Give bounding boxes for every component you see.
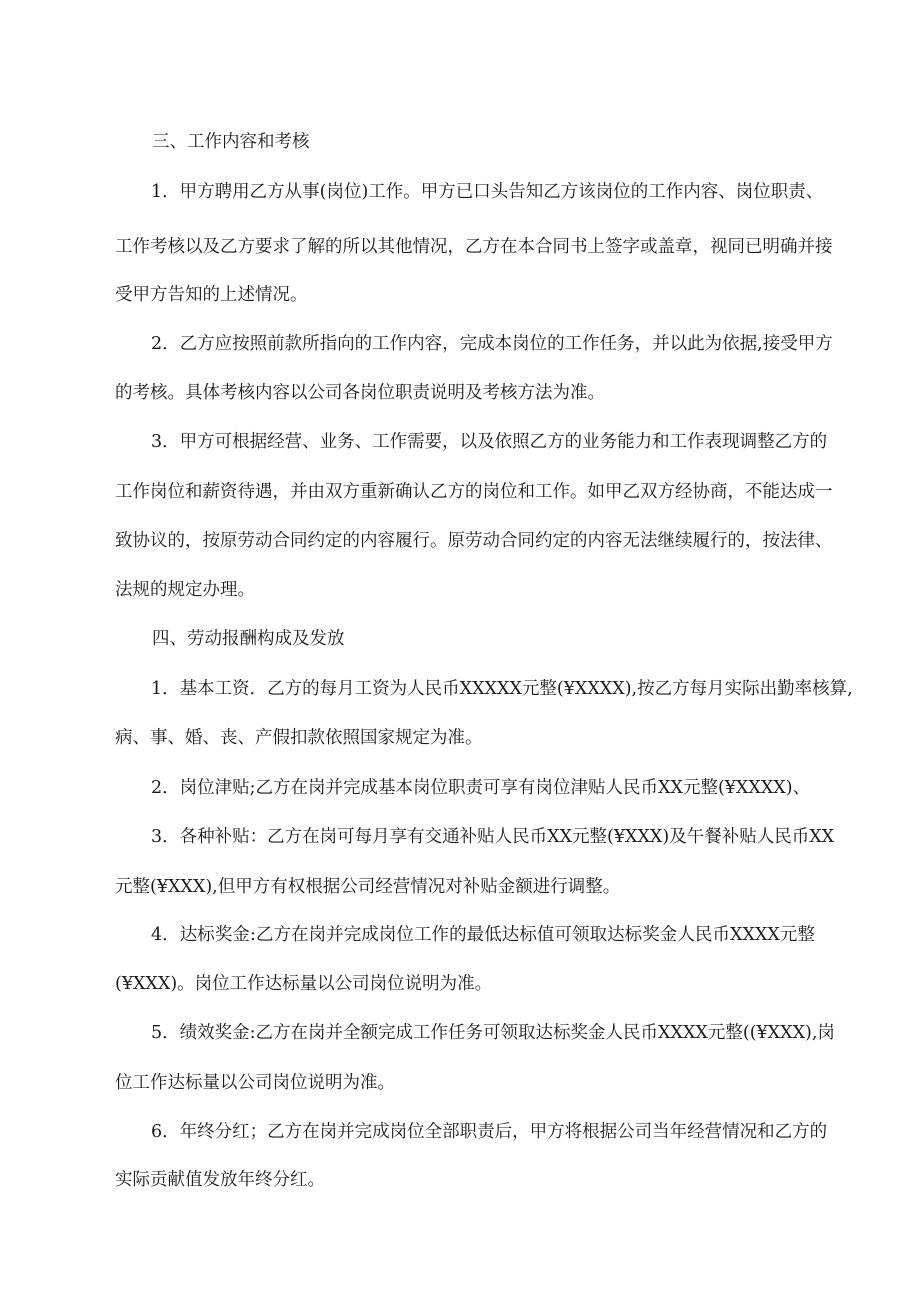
section-3-heading: 三、工作内容和考核: [152, 132, 310, 152]
clause-3-1-line-2: 工作考核以及乙方要求了解的所以其他情况，乙方在本合同书上签字或盖章，视同已明确并接: [115, 237, 833, 257]
clause-4-1-line-2: 病、事、婚、丧、产假扣款依照国家规定为准。: [115, 728, 483, 748]
clause-3-3-line-3: 致协议的，按原劳动合同约定的内容履行。原劳动合同约定的内容无法继续履行的，按法律、: [115, 531, 833, 551]
clause-4-6-line-1: 6．年终分红；乙方在岗并完成岗位全部职责后，甲方将根据公司当年经营情况和乙方的: [151, 1122, 828, 1142]
section-4-heading: 四、劳动报酬构成及发放: [152, 629, 345, 649]
clause-3-2-line-1: 2．乙方应按照前款所指向的工作内容，完成本岗位的工作任务，并以此为依据,接受甲方: [151, 334, 833, 354]
clause-4-6-line-2: 实际贡献值发放年终分红。: [115, 1170, 325, 1190]
clause-3-3-line-2: 工作岗位和薪资待遇，并由双方重新确认乙方的岗位和工作。如甲乙双方经协商，不能达成一: [115, 482, 833, 502]
clause-3-3-line-1: 3．甲方可根据经营、业务、工作需要，以及依照乙方的业务能力和工作表现调整乙方的: [151, 432, 828, 452]
clause-3-3-line-4: 法规的规定办理。: [115, 580, 255, 600]
clause-4-3-line-1: 3．各种补贴：乙方在岗可每月享有交通补贴人民币XX元整(¥XXX)及午餐补贴人民币XX: [151, 827, 835, 847]
clause-3-2-line-2: 的考核。具体考核内容以公司各岗位职责说明及考核方法为准。: [115, 383, 605, 403]
clause-3-1-line-1: 1．甲方聘用乙方从事(岗位)工作。甲方已口头告知乙方该岗位的工作内容、岗位职责、: [151, 182, 824, 202]
clause-3-1-line-3: 受甲方告知的上述情况。: [115, 285, 308, 305]
clause-4-5-line-2: 位工作达标量以公司岗位说明为准。: [115, 1073, 395, 1093]
clause-4-1-line-1: 1．基本工资．乙方的每月工资为人民币XXXXX元整(¥XXXX),按乙方每月实际出勤率核算,: [151, 679, 853, 699]
clause-4-4-line-2: (¥XXX)。岗位工作达标量以公司岗位说明为准。: [115, 974, 493, 994]
clause-4-4-line-1: 4．达标奖金:乙方在岗并完成岗位工作的最低达标值可领取达标奖金人民币XXXX元整: [151, 925, 815, 945]
clause-4-3-line-2: 元整(¥XXX),但甲方有权根据公司经营情况对补贴金额进行调整。: [115, 877, 621, 897]
clause-4-5-line-1: 5．绩效奖金:乙方在岗并全额完成工作任务可领取达标奖金人民币XXXX元整((¥XXX),岗: [151, 1023, 835, 1043]
clause-4-2-line-1: 2．岗位津贴;乙方在岗并完成基本岗位职责可享有岗位津贴人民币XX元整(¥XXXX)、: [151, 778, 811, 798]
